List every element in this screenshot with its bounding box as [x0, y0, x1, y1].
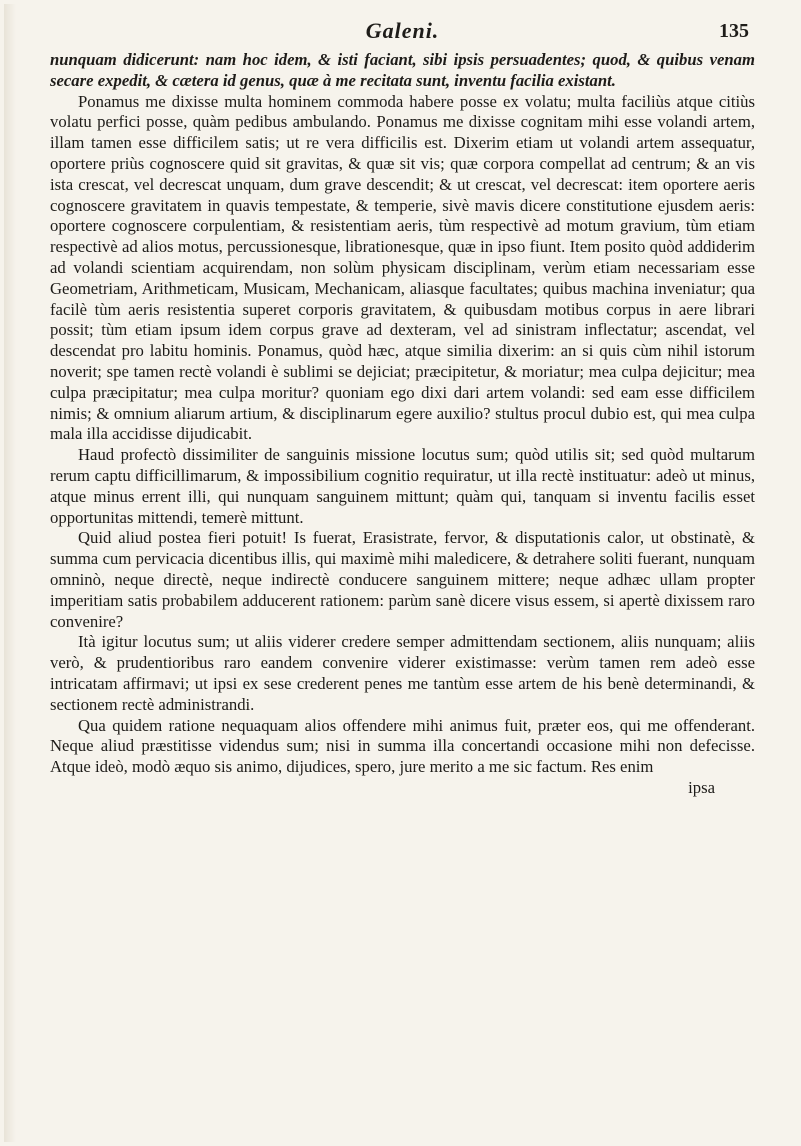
page-number: 135 — [719, 20, 749, 42]
paragraph-2: Haud profectò dissimiliter de sanguinis missione locutus sum; quòd utilis sit; sed quòd multarum rerum captu difficillimarum, & impossibilium cognitio requiratur, ut illa rectè instituatur: adeò ut minus, atque minus errent illi, qui nunquam sanguinem mittunt; quàm qui, tanquam si inventu facilis esset opportunitas mittendi, temerè mittunt. — [50, 445, 755, 527]
running-head: Galeni. — [365, 18, 440, 43]
body-text — [50, 50, 755, 778]
page-edge-shadow — [4, 4, 16, 1142]
page-header — [50, 18, 755, 50]
catchword: ipsa — [688, 777, 715, 797]
paragraph-1: Ponamus me dixisse multa hominem commoda habere posse ex volatu; multa faciliùs atque citiùs volatu perfici posse, quàm pedibus ambulando. Ponamus me dixisse cognitam mihi esse volandi artem, illam tamen esse difficilem satis; ut re vera difficilis est. Dixerim etiam ut volandi artem assequatur, oportere priùs cognoscere quid sit gravitas, & quæ sit vis; quæ corpora compellat ad centrum; & an vis ista crescat, vel decrescat unquam, dum grave descendit; & ut crescat, vel decrescat: item oportere aeris cognoscere gravitatem in quavis tempestate, & temperie, sivè mavis dicere constitutione ejusdem aeris: oportere cognoscere corpulentiam, & resistentiam aeris, tùm respectivè ad motum gravium, tùm etiam respectivè ad alios motus, percussionesque, librationesque, quæ in ipso fiunt. Item posito quòd addiderim ad volandi scientiam acquirendam, non solùm physicam disciplinam, verùm etiam necessariam esse Geometriam, Arithmeticam, Musicam, Mechanicam, aliasque facultates; quibus machina inveniatur; qua facilè tùm aeris resistentia superet corporis gravitatem, & quibusdam motibus corpus in aere librari possit; tùm etiam ipsum idem corpus grave ad dexteram, vel ad sinistram inflectatur; ascendat, vel descendat pro labitu hominis. Ponamus, quòd hæc, atque similia dixerim: an si quis cùm nihil istorum noverit; spe tamen rectè volandi è sublimi se dejiciat; præcipitetur, & moriatur; mea culpa dejicitur; mea culpa præcipitatur; mea culpa moritur? quoniam ego dixi dari artem volandi: sed eam esse difficilem nimis; & omnium aliarum artium, & disciplinarum egere auxilio? stultus procul dubio est, qui mea culpa mala illa accidisse dijudicabit. — [50, 91, 755, 444]
paragraph-5: Qua quidem ratione nequaquam alios offendere mihi animus fuit, præter eos, qui me offenderant. Neque aliud præstitisse videndus sum; nisi in summa illa concertandi occasione mihi non defecisse. Atque ideò, modò æquo sis animo, dijudices, spero, jure merito a me sic factum. Res enim — [50, 715, 755, 777]
intro-paragraph: nunquam didicerunt: nam hoc idem, & isti faciant, sibi ipsis persuadentes; quod, & quibus venam secare expedit, & cætera id genus, quæ à me recitata sunt, inventu facilia existant. — [50, 50, 755, 90]
paragraph-4: Ità igitur locutus sum; ut aliis viderer credere semper admittendam sectionem, aliis nunquam; aliis verò, & prudentioribus raro eandem convenire viderer existimasse: verùm tamen rem adeò esse intricatam affirmavi; ut ipsi ex sese crederent penes me tantùm esse artem de his benè determinandi, & sectionem rectè administrandi. — [50, 632, 755, 714]
paragraph-3: Quid aliud postea fieri potuit! Is fuerat, Erasistrate, fervor, & disputationis calor, ut obstinatè, & summa cum pervicacia dicentibus illis, qui maximè mihi maledicere, & detrahere soliti fuerant, nunquam omninò, neque directè, neque indirectè conducere sanguinem mittere; neque adhæc ullam propter imperitiam satis probabilem adducerent rationem: parùm sanè dicere visus essem, si apertè dixissem raro convenire? — [50, 528, 755, 631]
